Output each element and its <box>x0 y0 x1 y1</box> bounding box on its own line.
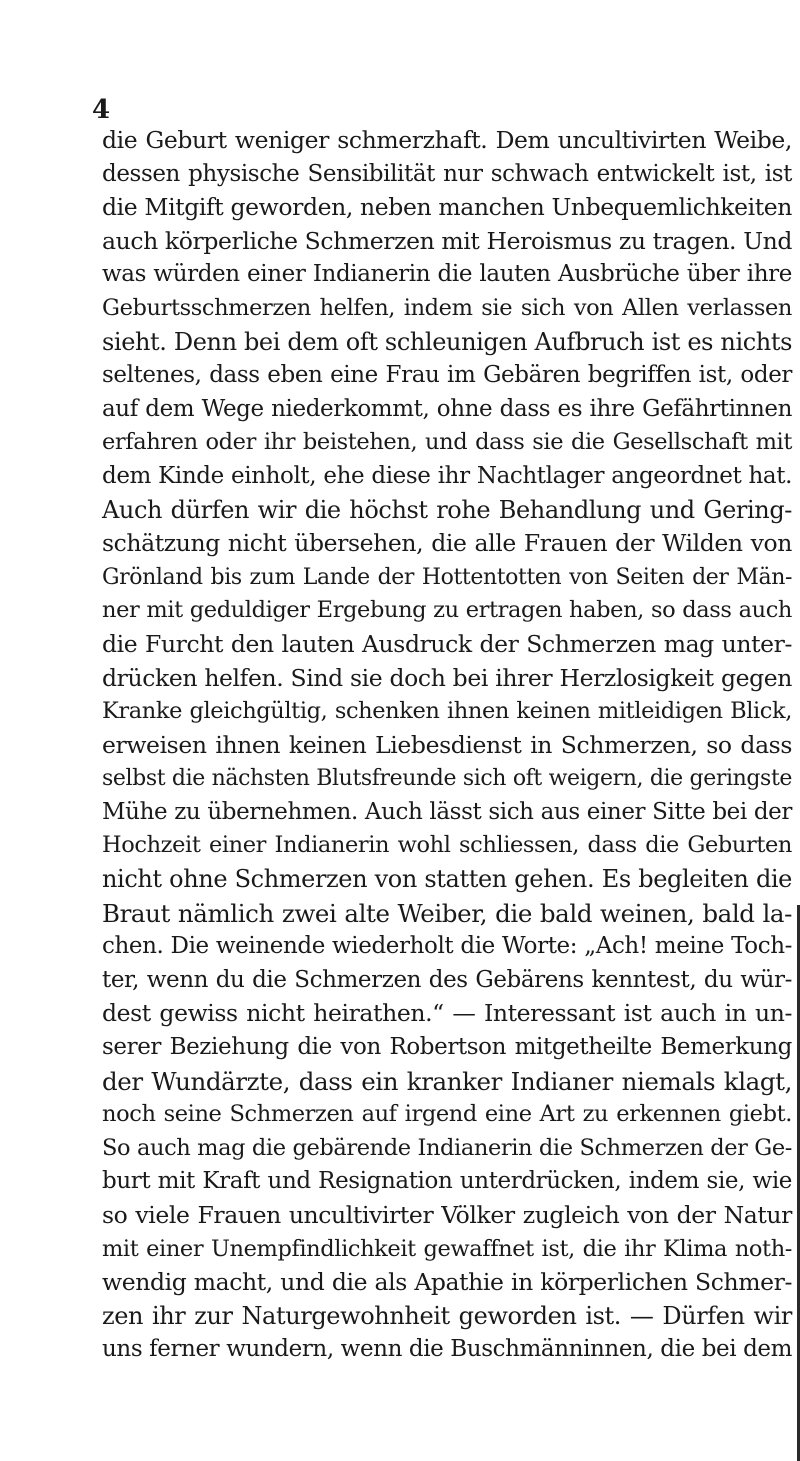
text-line: Auch dürfen wir die höchst rohe Behandlung und Gering- <box>102 495 792 524</box>
text-line: serer Beziehung die von Robertson mitgetheilte Bemerkung <box>102 1034 792 1061</box>
text-line: schätzung nicht übersehen, die alle Frauen der Wilden von <box>102 529 792 558</box>
text-line: mit einer Unempfindlichkeit gewaffnet ist, die ihr Klima noth- <box>102 1235 792 1262</box>
text-line: nicht ohne Schmerzen von statten gehen. Es begleiten die <box>102 865 792 894</box>
text-line: die Furcht den lauten Ausdruck der Schmerzen mag unter- <box>102 629 792 658</box>
text-line: burt mit Kraft und Resignation unterdrücken, indem sie, wie <box>102 1168 792 1195</box>
text-line: noch seine Schmerzen auf irgend eine Art zu erkennen giebt. <box>102 1101 792 1128</box>
text-line: drücken helfen. Sind sie doch bei ihrer Herzlosigkeit gegen <box>102 663 792 692</box>
text-line: dest gewiss nicht heirathen.“ — Interessant ist auch in un- <box>102 999 792 1028</box>
text-line: Mühe zu übernehmen. Auch lässt sich aus einer Sitte bei der <box>102 798 792 825</box>
body-text <box>102 124 792 1367</box>
page-number: 4 <box>92 95 111 125</box>
text-line: erfahren oder ihr beistehen, und dass sie die Gesellschaft mit <box>102 429 792 456</box>
text-line: sieht. Denn bei dem oft schleunigen Aufbruch ist es nichts <box>102 327 792 356</box>
text-line: erweisen ihnen keinen Liebesdienst in Schmerzen, so dass <box>102 730 792 759</box>
text-line: die Mitgift geworden, neben manchen Unbequemlichkeiten <box>102 193 792 222</box>
text-line: dem Kinde einholt, ehe diese ihr Nachtlager angeordnet hat. <box>102 462 792 489</box>
text-line: auch körperliche Schmerzen mit Heroismus zu tragen. Und <box>102 226 792 255</box>
text-line: uns ferner wundern, wenn die Buschmänninnen, die bei dem <box>102 1336 793 1363</box>
text-line: dessen physische Sensibilität nur schwach entwickelt ist, ist <box>102 160 792 187</box>
text-line: was würden einer Indianerin die lauten Ausbrüche über ihre <box>102 261 792 288</box>
text-line: So auch mag die gebärende Indianerin die Schmerzen der Ge- <box>102 1134 792 1161</box>
text-line: die Geburt weniger schmerzhaft. Dem uncultivirten Weibe, <box>102 126 792 154</box>
text-line: seltenes, dass eben eine Frau im Gebären begriffen ist, oder <box>102 362 792 389</box>
text-line: Hochzeit einer Indianerin wohl schliessen, dass die Geburten <box>102 832 792 859</box>
text-line: so viele Frauen uncultivirter Völker zugleich von der Natur <box>102 1201 792 1229</box>
text-line: Grönland bis zum Lande der Hottentotten von Seiten der Män- <box>102 564 792 590</box>
text-line: chen. Die weinende wiederholt die Worte: „Ach! meine Toch- <box>102 933 792 960</box>
text-line: der Wundärzte, dass ein kranker Indianer niemals klagt, <box>102 1066 792 1096</box>
text-line: auf dem Wege niederkommt, ohne dass es ihre Gefährtinnen <box>102 395 792 422</box>
text-line: wendig macht, und die als Apathie in körperlichen Schmer- <box>102 1268 792 1297</box>
text-line: ter, wenn du die Schmerzen des Gebärens kenntest, du wür- <box>102 966 792 993</box>
text-line: ner mit geduldiger Ergebung zu ertragen haben, so dass auch <box>102 597 792 624</box>
text-line: Braut nämlich zwei alte Weiber, die bald weinen, bald la- <box>102 898 792 928</box>
text-line: zen ihr zur Naturgewohnheit geworden ist. — Dürfen wir <box>102 1301 792 1330</box>
text-line: Kranke gleichgültig, schenken ihnen keinen mitleidigen Blick, <box>102 698 792 725</box>
text-line: selbst die nächsten Blutsfreunde sich oft weigern, die geringste <box>102 766 792 792</box>
text-line: Geburtsschmerzen helfen, indem sie sich von Allen verlassen <box>102 294 792 321</box>
